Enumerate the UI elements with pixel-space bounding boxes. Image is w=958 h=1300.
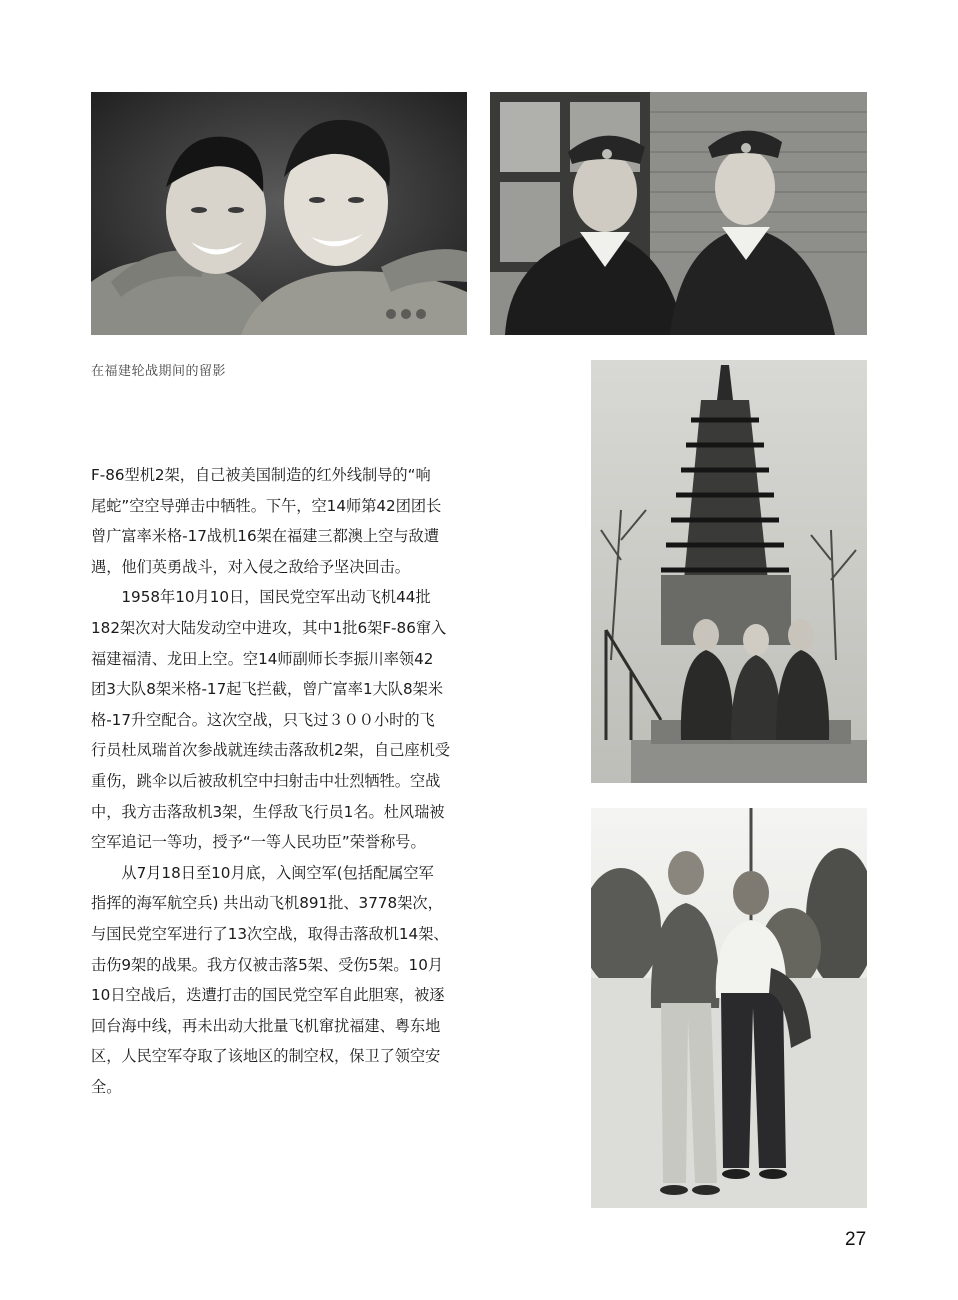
article-line: 指挥的海军航空兵) 共出动飞机891批、3778架次，: [91, 894, 443, 913]
article-line: 福建福清、龙田上空。空14师副师长李振川率领42: [91, 649, 434, 668]
article-line: 中，我方击落敌机3架，生俘敌飞行员1名。杜风瑞被: [91, 802, 445, 821]
article-line: F-86型机2架，自己被美国制造的红外线制导的“响: [91, 466, 431, 484]
photo-caption: 在福建轮战期间的留影: [91, 364, 227, 379]
article-line: 曾广富率米格-17战机16架在福建三都澳上空与敌遭: [91, 527, 439, 546]
photo-two-men-standing-outdoors: [591, 808, 867, 1208]
article-body: [91, 460, 469, 1102]
article-line: 1958年10月10日，国民党空军出动飞机44批: [91, 588, 431, 607]
article-line: 全。: [91, 1077, 122, 1096]
article-line: 击伤9架的战果。我方仅被击落5架、受伤5架。10月: [91, 955, 444, 974]
article-line: 空军追记一等功，授予“一等人民功臣”荣誉称号。: [91, 833, 426, 852]
photo-two-officers-brick-wall: [490, 92, 867, 335]
article-line: 重伤，跳伞以后被敌机空中扫射击中壮烈牺牲。空战: [91, 771, 441, 790]
article-line: 尾蛇”空空导弹击中牺牲。下午，空14师第42团团长: [91, 496, 442, 515]
article-line: 遇，他们英勇战斗，对入侵之敌给予坚决回击。: [91, 557, 410, 576]
article-line: 10日空战后，迭遭打击的国民党空军自此胆寒，被逐: [91, 986, 445, 1005]
article-line: 从7月18日至10月底，入闽空军(包括配属空军: [91, 863, 434, 882]
article-line: 区，人民空军夺取了该地区的制空权，保卫了领空安: [91, 1047, 441, 1066]
photo-pagoda-three-men: [591, 360, 867, 783]
article-line: 182架次对大陆发动空中进攻，其中1批6架F-86窜入: [91, 618, 447, 637]
article-line: 团3大队8架米格-17起飞拦截，曾广富率1大队8架米: [91, 680, 444, 699]
article-line: 回台海中线，再未出动大批量飞机窜扰福建、粤东地: [91, 1016, 441, 1035]
page-number: 27: [845, 1229, 867, 1250]
article-line: 格-17升空配合。这次空战，只飞过３００小时的飞: [91, 710, 435, 729]
article-line: 行员杜凤瑞首次参战就连续击落敌机2架，自己座机受: [91, 741, 450, 760]
article-line: 与国民党空军进行了13次空战，取得击落敌机14架、: [91, 924, 449, 943]
photo-two-smiling-men: [91, 92, 467, 335]
